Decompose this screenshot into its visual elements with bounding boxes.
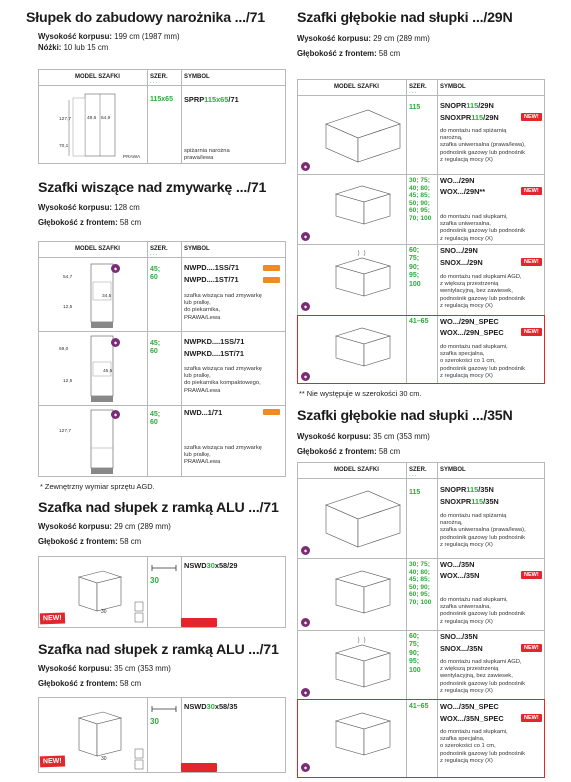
alu-29-table: 30 30 NSWD30x58/29 bbox=[38, 556, 286, 628]
29n-drawing-3 bbox=[328, 248, 398, 312]
feature-badge: ◆ bbox=[301, 232, 310, 241]
feature-badge: ◆ bbox=[301, 372, 310, 381]
section-title-alu-29: Szafka nad słupek z ramką ALU .../71 bbox=[38, 500, 279, 516]
dishwasher-drawing-3 bbox=[43, 408, 143, 476]
feature-badge: ◆ bbox=[111, 264, 120, 273]
feature-badge: ◆ bbox=[111, 338, 120, 347]
alu-35-table: 30 30 NSWD30x58/35 bbox=[38, 697, 286, 773]
new-badge: NEW! bbox=[521, 644, 542, 652]
new-badge: NEW! bbox=[521, 714, 542, 722]
29n-drawing-4 bbox=[328, 320, 398, 380]
corner-column-table: MODEL SZAFKI SZER. SYMBOL 127,7 48,6 64,9 70,1 PRAWA ... 115x65 SPRP115x65/71 spiżarnia narożna prawa/lewa bbox=[38, 69, 286, 164]
35n-drawing-3 bbox=[328, 633, 398, 697]
width-arrow-icon bbox=[150, 701, 178, 711]
corner-column-symbol: SPRP115x65/71 bbox=[184, 95, 239, 104]
alu-35-symbol: NSWD30x58/35 bbox=[184, 702, 238, 711]
29n-drawing-1 bbox=[318, 102, 404, 172]
35n-drawing-1 bbox=[318, 485, 404, 555]
footnote-agd: * Zewnętrzny wymiar sprzętu AGD. bbox=[40, 482, 155, 491]
dishwasher-drawing-2 bbox=[43, 334, 143, 404]
29n-table: MODEL SZAFKI SZER. SYMBOL ... ◆ 115 SNOPR115/29N SNOXPR115/29N NEW! do montażu nad spiżarnią narożną, szafka uniwersalna (prawa/lewa), podnośnik gazowy lub podnośnik z regulacją mocy (X) ◆ 30; 75; 40; 80; 45; 85; 50; 90; 60; 95; 70; 100 WO.../29N WOX.../29N** NEW! do montażu nad słupkami, szafka uniwersalna, podnośnik gazowy lub podnośnik z regulacją mocy (X) ◆ 60; 75; 90; 95; 100 SNO.../29N SNOX.../29N NEW! do montażu nad słupkami AGD, z większą przestrzenią wentylacyjną, bez zawiesek, podnośnik gazowy lub podnośnik z regulacją mocy (X) ◆ 41–65 WO.../29N_SPEC WOX.../29N_SPEC NEW! do montażu nad słupkami, szafka specjalna, o szerokości co 1 cm, podnośnik gazowy lub podnośnik z regulacją mocy (X) bbox=[297, 79, 545, 384]
section-title-alu-35: Szafka nad słupek z ramką ALU .../71 bbox=[38, 642, 279, 658]
brand-tag bbox=[263, 265, 280, 271]
corner-column-width: 115x65 bbox=[150, 96, 173, 103]
alu-29-symbol: NSWD30x58/29 bbox=[184, 561, 238, 570]
new-badge: NEW! bbox=[521, 113, 542, 121]
feature-badge: ◆ bbox=[301, 302, 310, 311]
new-badge: NEW! bbox=[521, 328, 542, 336]
footnote-30cm: ** Nie występuje w szerokości 30 cm. bbox=[299, 389, 422, 398]
section-title-35n: Szafki głębokie nad słupki .../35N bbox=[297, 408, 513, 424]
corner-column-desc: spiżarnia narożna prawa/lewa bbox=[184, 148, 230, 162]
section-title-corner-column: Słupek do zabudowy narożnika .../71 bbox=[26, 10, 265, 26]
feature-badge: ◆ bbox=[301, 763, 310, 772]
hinge-icon bbox=[133, 601, 145, 623]
hinge-icon bbox=[133, 748, 145, 770]
new-badge: NEW! bbox=[40, 613, 65, 625]
feature-badge: ◆ bbox=[301, 546, 310, 555]
new-badge: NEW! bbox=[40, 756, 65, 768]
feature-badge: ◆ bbox=[111, 410, 120, 419]
width-arrow-icon bbox=[150, 560, 178, 570]
35n-drawing-2 bbox=[328, 563, 398, 627]
feature-badge: ◆ bbox=[301, 688, 310, 697]
feature-badge: ◆ bbox=[301, 162, 310, 171]
red-color-tag bbox=[181, 618, 217, 627]
brand-tag bbox=[263, 277, 280, 283]
dishwasher-drawing-1 bbox=[43, 260, 143, 330]
new-badge: NEW! bbox=[521, 258, 542, 266]
35n-table: MODEL SZAFKI SZER. SYMBOL ... ◆ 115 SNOPR115/35N SNOXPR115/35N do montażu nad spiżarnią narożną, szafka uniwersalna (prawa/lewa), podnośnik gazowy lub podnośnik z regulacją mocy (X) ◆ 30; 75; 40; 80; 45; 85; 50; 90; 60; 95; 70; 100 WO.../35N WOX.../35N NEW! do montażu nad słupkami, szafka uniwersalna, podnośnik gazowy lub podnośnik z regulacją mocy (X) ◆ 60; 75; 90; 95; 100 SNO.../35N SNOX.../35N NEW! do montażu nad słupkami AGD, z większą przestrzenią wentylacyjną, bez zawiesek, podnośnik gazowy lub podnośnik z regulacją mocy (X) ◆ 41–65 WO.../35N_SPEC WOX.../35N_SPEC NEW! do montażu nad słupkami, szafka specjalna, o szerokości co 1 cm, podnośnik gazowy lub podnośnik z regulacją mocy (X) bbox=[297, 462, 545, 778]
red-color-tag bbox=[181, 763, 217, 772]
new-badge: NEW! bbox=[521, 187, 542, 195]
29n-drawing-2 bbox=[328, 178, 398, 242]
corner-column-meta: Wysokość korpusu: 199 cm (1987 mm) Nóżki: 10 lub 15 cm bbox=[38, 32, 180, 52]
feature-badge: ◆ bbox=[301, 618, 310, 627]
brand-tag bbox=[263, 409, 280, 415]
new-badge: NEW! bbox=[521, 571, 542, 579]
section-title-29n: Szafki głębokie nad słupki .../29N bbox=[297, 10, 513, 26]
corner-column-drawing bbox=[43, 90, 143, 162]
35n-drawing-4 bbox=[328, 705, 398, 771]
section-title-dishwasher: Szafki wiszące nad zmywarkę .../71 bbox=[38, 180, 267, 196]
dishwasher-table: MODEL SZAFKI SZER. SYMBOL ... ◆ 54,7 34,5 12,5 45; 60 NWPD....1SS/71 NWPD....1ST/71 szafka wisząca nad zmywarkę lub pralkę, do piekarnika, PRAWA/Lewa ◆ 69,0 45,5 12,5 45; 60 NWPKD....1SS/71 NWPKD....1ST/71 szafka wisząca nad zmywarkę lub pralkę, do piekarnika kompaktowego, PRAWA/Lewa ◆ 127,7 45; 60 NWD...1/71 szafka wisząca nad zmywarkę lub pralkę, PRAWA/Lewa bbox=[38, 241, 286, 477]
